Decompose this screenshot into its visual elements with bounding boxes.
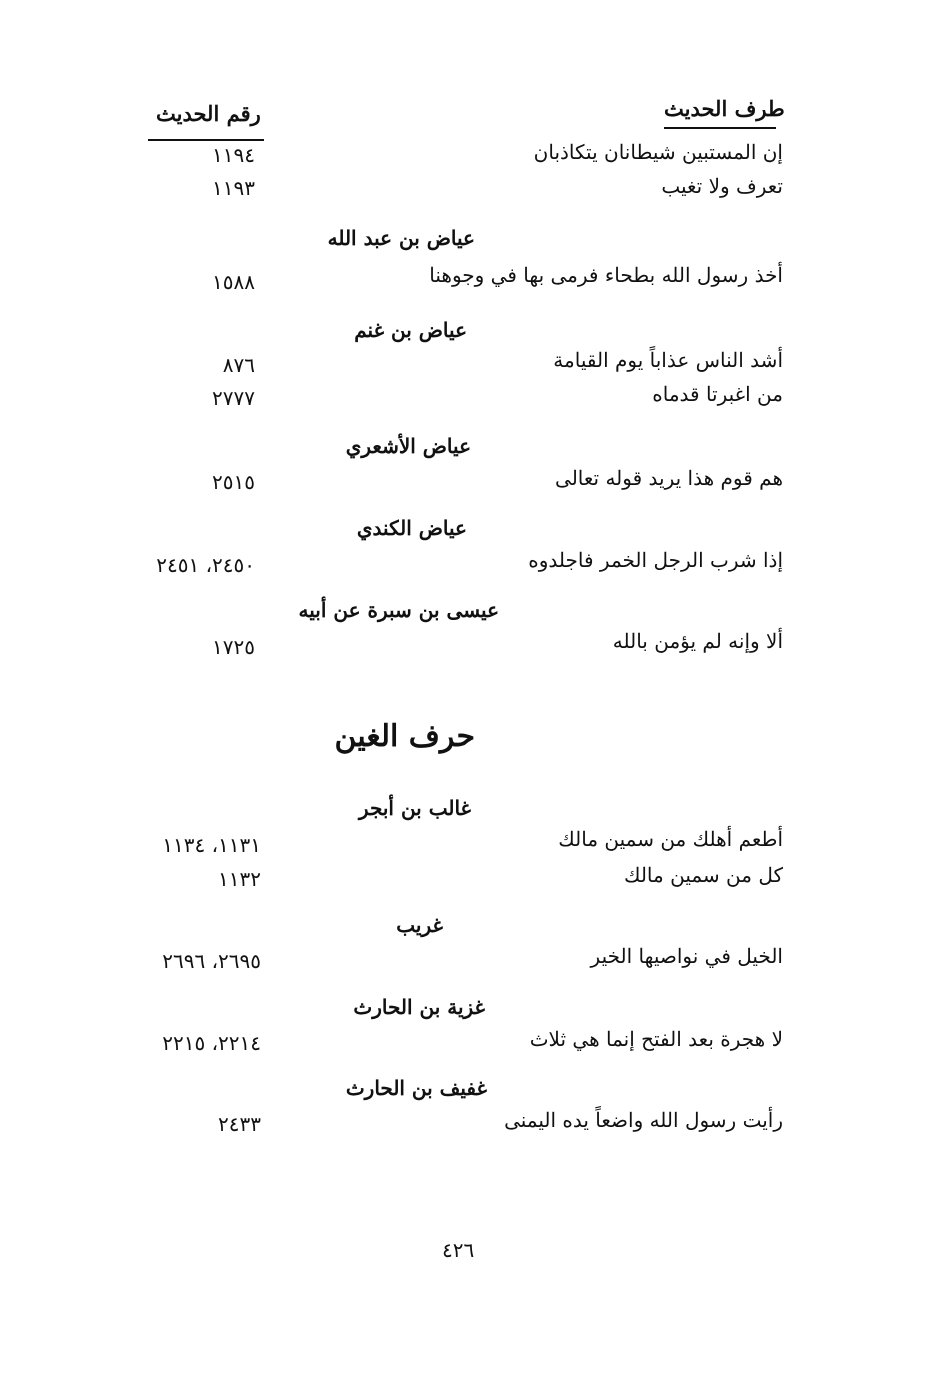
hadith-text: الخيل في نواصيها الخير [590, 944, 783, 968]
text-header-underline [664, 127, 776, 129]
narrator-heading: غريب [396, 913, 443, 937]
hadith-number: ٨٧٦ [222, 353, 255, 377]
hadith-number: ٢٢١٤، ٢٢١٥ [162, 1031, 261, 1055]
narrator-heading: غفيف بن الحارث [345, 1076, 487, 1100]
page-number: ٤٢٦ [442, 1238, 475, 1262]
narrator-heading: عياض بن غنم [354, 318, 467, 342]
hadith-text: من اغبرتا قدماه [652, 382, 783, 406]
hadith-text: هم قوم هذا يريد قوله تعالى [555, 466, 783, 490]
number-column-header: رقم الحديث [156, 101, 261, 126]
hadith-number: ١٧٢٥ [212, 635, 255, 659]
narrator-heading: عياض الأشعري [345, 434, 471, 458]
text-column-header: طرف الحديث [664, 96, 785, 121]
hadith-number: ٢٦٩٥، ٢٦٩٦ [162, 949, 261, 973]
hadith-text: أخذ رسول الله بطحاء فرمى بها في وجوهنا [429, 263, 783, 287]
hadith-number: ١١٣١، ١١٣٤ [162, 833, 261, 857]
narrator-heading: عياض الكندي [356, 516, 467, 540]
hadith-number: ٢٤٥٠، ٢٤٥١ [156, 553, 255, 577]
hadith-text: ألا وإنه لم يؤمن بالله [612, 629, 783, 653]
narrator-heading: عياض بن عبد الله [327, 226, 475, 250]
narrator-heading: عيسى بن سبرة عن أبيه [298, 598, 499, 622]
hadith-text: إذا شرب الرجل الخمر فاجلدوه [528, 548, 783, 572]
hadith-text: لا هجرة بعد الفتح إنما هي ثلاث [529, 1027, 783, 1051]
hadith-number: ٢٤٣٣ [218, 1112, 261, 1136]
hadith-number: ٢٥١٥ [212, 470, 255, 494]
hadith-text: رأيت رسول الله واضعاً يده اليمنى [504, 1108, 783, 1132]
hadith-text: إن المستبين شيطانان يتكاذبان [533, 140, 783, 164]
hadith-text: كل من سمين مالك [623, 863, 783, 887]
hadith-text: أشد الناس عذاباً يوم القيامة [553, 348, 783, 372]
narrator-heading: غزية بن الحارث [353, 995, 485, 1019]
number-header-underline [148, 139, 264, 141]
hadith-number: ٢٧٧٧ [212, 386, 255, 410]
hadith-number: ١١٣٢ [218, 867, 261, 891]
hadith-number: ١١٩٤ [212, 143, 255, 167]
narrator-heading: غالب بن أبجر [358, 796, 471, 820]
hadith-number: ١١٩٣ [212, 176, 255, 200]
hadith-text: أطعم أهلك من سمين مالك [558, 827, 783, 851]
hadith-number: ١٥٨٨ [212, 270, 255, 294]
hadith-text: تعرف ولا تغيب [661, 174, 783, 198]
section-letter-heading: حرف الغين [334, 719, 475, 754]
